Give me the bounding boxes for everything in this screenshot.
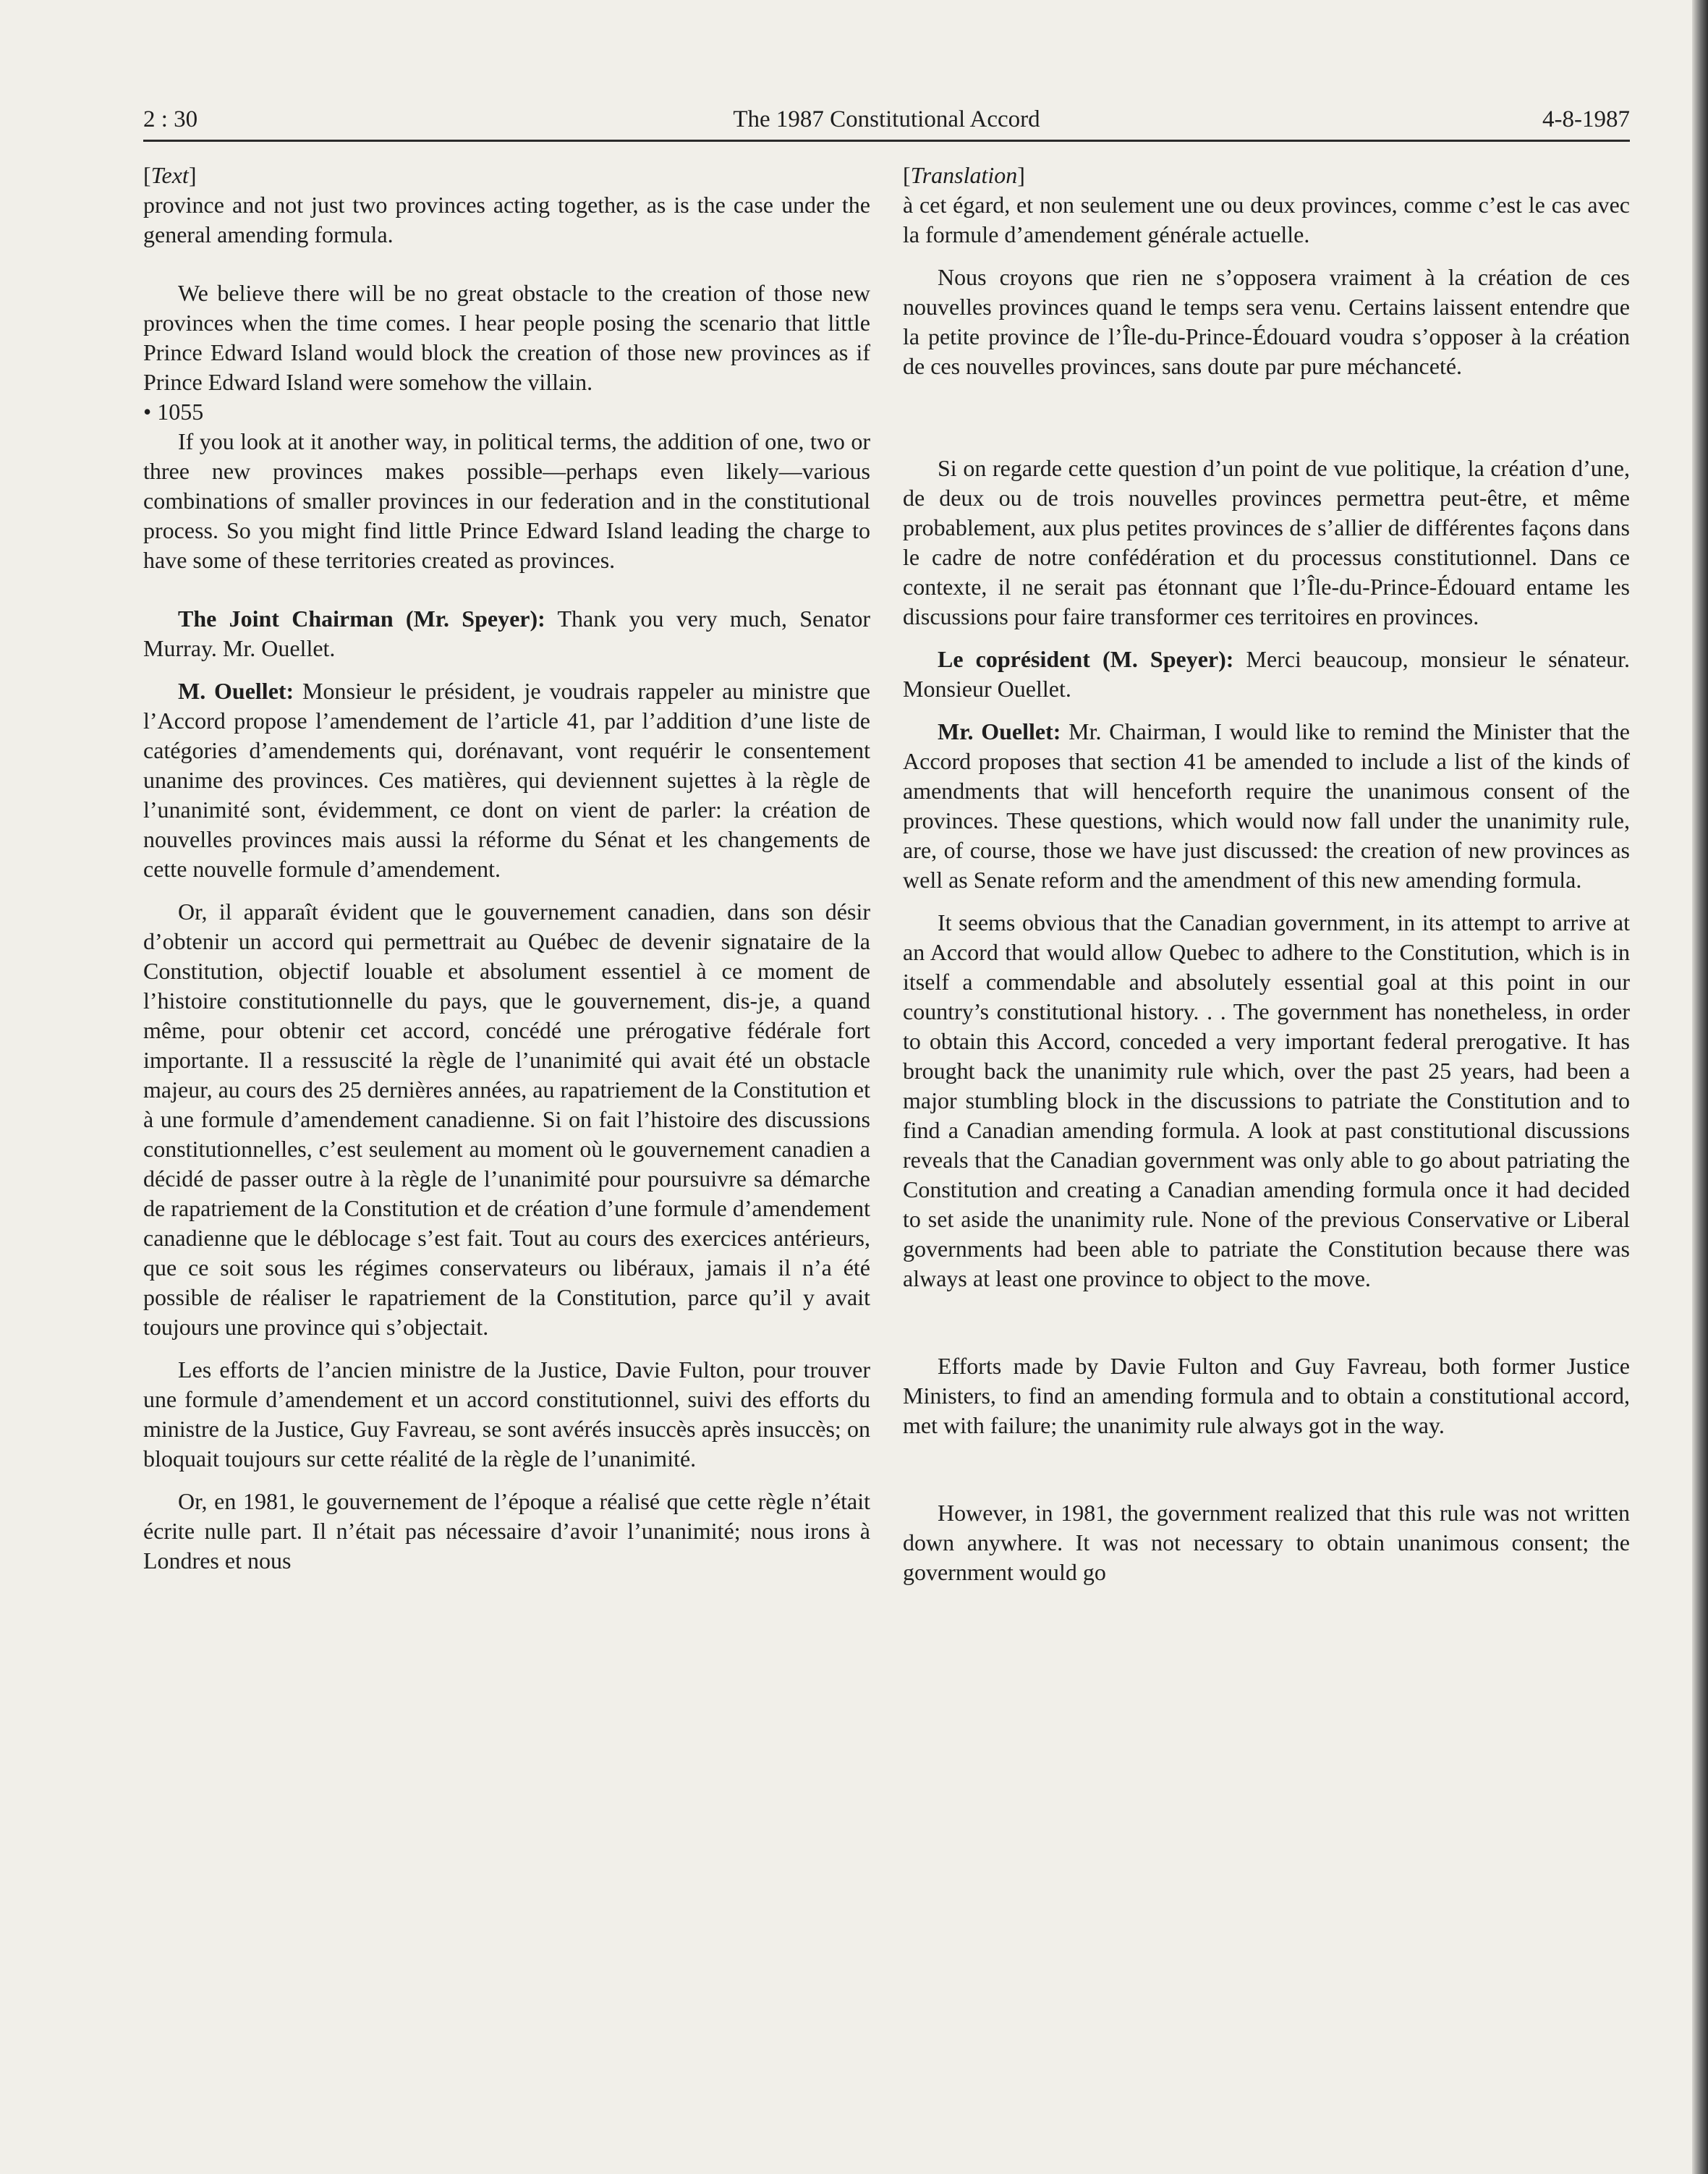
right-paragraph-1: à cet égard, et non seulement une ou deux provinces, comme c’est le cas avec la formule d’amendement générale actuelle. — [903, 192, 1630, 247]
right-column — [903, 161, 1630, 1587]
speaker-name: Mr. Ouellet: — [938, 718, 1061, 744]
left-paragraph-3: If you look at it another way, in political terms, the addition of one, two or three new provinces makes possible—perhaps even likely—various combinations of smaller provinces in our federation and in the constitutional process. So you might find little Prince Edward Island leading the charge to have some of these territories created as provinces. — [143, 428, 870, 573]
left-paragraph-2: We believe there will be no great obstacle to the creation of those new provinces when the time comes. I hear people posing the scenario that little Prince Edward Island would block the creation of those new provinces as if Prince Edward Island were somehow the villain. — [143, 280, 870, 395]
left-paragraph-8: Or, en 1981, le gouvernement de l’époque a réalisé que cette règle n’était écrite nulle part. Il n’était pas nécessaire d’avoir l’unanimité; nous irons à Londres et nous — [143, 1488, 870, 1574]
page-edge-shadow — [1692, 0, 1708, 2174]
right-paragraph-8: However, in 1981, the government realized that this rule was not written down anywhere. It was not necessary to obtain unanimous consent; the government would go — [903, 1500, 1630, 1585]
left-paragraph-7: Les efforts de l’ancien ministre de la Justice, Davie Fulton, pour trouver une formule d’amendement et un accord constitutionnel, suivi des efforts du ministre de la Justice, Guy Favreau, se sont avérés insuccès après insuccès; on bloquait toujours sur cette réalité de la règle de l’unanimité. — [143, 1356, 870, 1472]
right-paragraph-2: Nous croyons que rien ne s’opposera vraiment à la création de ces nouvelles provinces quand le temps sera venu. Certains laissent entendre que la petite province de l’Île-du-Prince-Édouard voudra s’opposer à la création de ces nouvelles provinces, sans doute par pure méchanceté. — [903, 264, 1630, 379]
time-marker: • 1055 — [143, 399, 204, 425]
running-header — [143, 101, 1630, 137]
speaker-name: Le coprésident (M. Speyer): — [938, 646, 1234, 672]
left-column — [143, 161, 870, 1576]
document-date: 4-8-1987 — [1542, 106, 1630, 132]
speaker-name: The Joint Chairman (Mr. Speyer): — [178, 606, 545, 632]
right-column-tag: [Translation] — [903, 162, 1025, 188]
document-title: The 1987 Constitutional Accord — [733, 106, 1040, 132]
left-paragraph-1: province and not just two provinces acting together, as is the case under the general amending formula. — [143, 192, 870, 247]
right-paragraph-6: It seems obvious that the Canadian government, in its attempt to arrive at an Accord that would allow Quebec to adhere to the Constitution, which is in itself a commendable and absolutely essential goal at this point in our country’s constitutional history. . . The government has nonetheless, in order to obtain this Accord, conceded a very important federal prerogative. It has brought back the unanimity rule which, over the past 25 years, had been a major stumbling block in the discussions to patriate the Constitution and to find a Canadian amending formula. A look at past constitutional discussions reveals that the Canadian government was only able to go about patriating the Constitution and creating a Canadian amending formula once it had decided to set aside the unanimity rule. None of the previous Conservative or Liberal governments had been able to patriate the Constitution because there was always at least one province to object to the move. — [903, 909, 1630, 1291]
right-paragraph-5: Mr. Ouellet: Mr. Chairman, I would like to remind the Minister that the Accord proposes that section 41 be amended to include a list of the kinds of amendments that will henceforth require the unanimous consent of the provinces. These questions, which would now fall under the unanimity rule, are, of course, those we have just discussed: the creation of new provinces as well as Senate reform and the amendment of this new amending formula. — [903, 718, 1631, 893]
right-paragraph-4: Le coprésident (M. Speyer): Merci beaucoup, monsieur le sénateur. Monsieur Ouellet. — [903, 646, 1631, 702]
left-paragraph-6: Or, il apparaît évident que le gouvernement canadien, dans son désir d’obtenir un accord qui permettrait au Québec de devenir signataire de la Constitution, objectif louable et absolument essentiel à ce moment de l’histoire constitutionnelle du pays, que le gouvernement, dis-je, a quand même, pour obtenir cet accord, concédé une prérogative fédérale fort importante. Il a ressuscité la règle de l’unanimité qui avait été un obstacle majeur, au cours des 25 dernières années, au rapatriement de la Constitution et à une formule d’amendement canadienne. Si on fait l’histoire des discussions constitutionnelles, c’est seulement au moment où le gouvernement canadien a décidé de passer outre à la règle de l’unanimité pour poursuivre sa démarche de rapatriement de la Constitution et de création d’une formule d’amendement canadienne que le déblocage s’est fait. Tout au cours des exercices antérieurs, que ce soit sous les régimes conservateurs ou libéraux, jamais il n’a été possible de réaliser le rapatriement de la Constitution, parce qu’il y avait toujours une province qui s’objectait. — [143, 899, 870, 1340]
right-paragraph-7: Efforts made by Davie Fulton and Guy Favreau, both former Justice Ministers, to find an amending formula and to obtain a constitutional accord, met with failure; the unanimity rule always got in the way. — [903, 1353, 1630, 1438]
left-column-tag: [Text] — [143, 162, 197, 188]
left-paragraph-5: M. Ouellet: Monsieur le président, je voudrais rappeler au ministre que l’Accord propose l’amendement de l’article 41, par l’addition d’une liste de catégories d’amendements qui, dorénavant, vont requérir le consentement unanime des provinces. Ces matières, qui deviennent sujettes à la règle de l’unanimité sont, évidemment, ce dont on vient de parler: la création de nouvelles provinces mais aussi la réforme du Sénat et les changements de cette nouvelle formule d’amendement. — [143, 678, 871, 882]
header-rule — [143, 140, 1630, 142]
left-paragraph-4: The Joint Chairman (Mr. Speyer): Thank you very much, Senator Murray. Mr. Ouellet. — [143, 606, 871, 661]
speaker-name: M. Ouellet: — [178, 678, 294, 704]
right-paragraph-3: Si on regarde cette question d’un point de vue politique, la création d’une, de deux ou de trois nouvelles provinces permettra peut-être, et même probablement, aux plus petites provinces de s’allier de différentes façons dans le cadre de notre confédération et du processus constitutionnel. Dans ce contexte, il ne serait pas étonnant que l’Île-du-Prince-Édouard entame les discussions pour faire transformer ces territoires en provinces. — [903, 455, 1630, 629]
page-number: 2 : 30 — [143, 106, 198, 132]
